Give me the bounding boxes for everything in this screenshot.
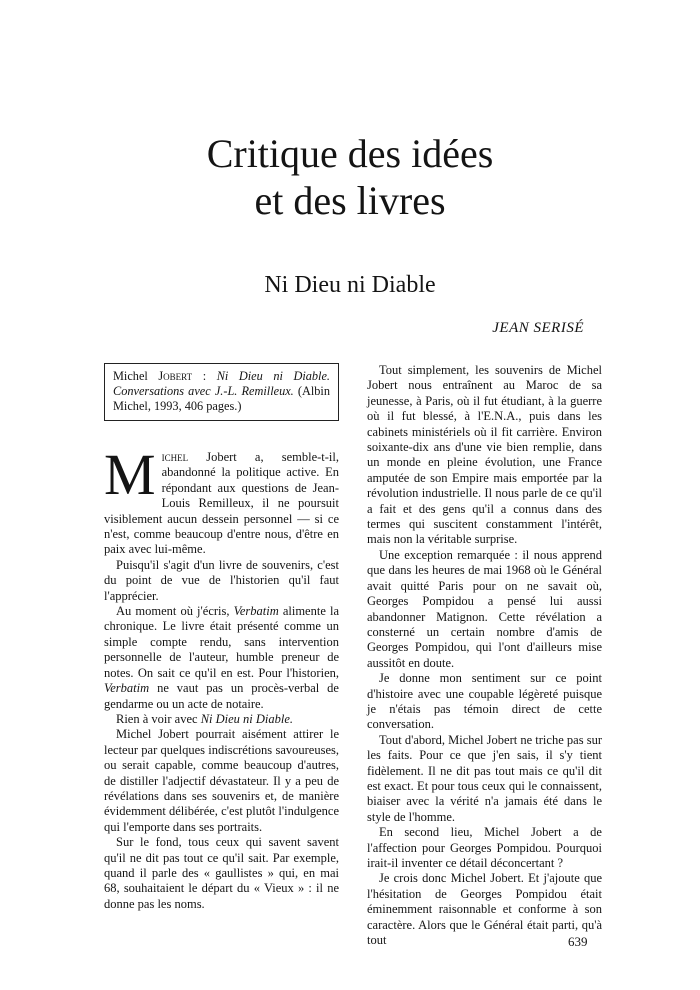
ref-author-last: Jobert	[158, 369, 193, 383]
p3-text-c: ne vaut pas un procès-verbal de gendarme ou un acte de notaire.	[104, 681, 339, 711]
book-reference	[113, 369, 330, 414]
paragraph-7: Tout simplement, les souvenirs de Michel Jobert nous entraînent au Maroc de sa jeunesse, à Paris, où il fut étudiant, à la guerre où il fut blessé, à l'E.N.A., puis dans les cabinets ministériels où il fit carrière. Environ soixante-dix ans d'une vie bien remplie, dans un monde en pleine évolution, une France amputée de son Empire mais emportée par la révolution industrielle. Il nous parle de ce qu'il a fait et des gens qu'il a connus dans des termes qui suscitent constamment l'intérêt, mais non la véritable surprise.	[367, 363, 602, 547]
paragraph-5: Michel Jobert pourrait aisément attirer le lecteur par quelques indiscrétions savoureuses, ou serait capable, comme beaucoup d'autres, de distiller l'adjectif dévastateur. Il y a peu de révélations dans ses souvenirs et, de manière évidemment délibérée, c'est plutôt l'indulgence qui l'emporte dans ses portraits.	[104, 727, 339, 834]
p3-text-a: Au moment où j'écris,	[116, 604, 234, 619]
paragraph-1	[104, 442, 339, 558]
ref-publisher: (Albin Michel, 1993, 406 pages.)	[113, 384, 330, 413]
p4-text: Rien à voir avec	[116, 711, 201, 726]
paragraph-8: Une exception remarquée : il nous apprend que dans les heures de mai 1968 où le Général avait quitté Paris pour on ne savait où, Georges Pompidou a pensé lui aussi abandonner Matignon. Cette révélation a consterné un certain nombre d'amis de Georges Pompidou, qui l'ont d'ailleurs mise aussitôt en doute.	[367, 547, 602, 670]
ref-author-first: Michel	[113, 369, 159, 383]
article-author: JEAN SERISÉ	[492, 320, 584, 336]
section-title	[0, 130, 700, 224]
article-title: Ni Dieu ni Diable	[264, 272, 436, 298]
ref-book-title: Ni Dieu ni Diable. Conversations avec J.-L. Remilleux.	[113, 369, 330, 398]
paragraph-6: Sur le fond, tous ceux qui savent savent qu'il ne dit pas tout ce qu'il sait. Par exemple, quand il parle des « gaullistes » qui, en mai 68, souhaitaient le départ du « Vieux » : il ne donne pas les noms.	[104, 835, 339, 911]
section-title-line1: Critique des idées	[206, 131, 494, 176]
paragraph-1-text: Jobert a, semble-t-il, abandonné la politique active. En répondant aux questions de Jean-Louis Remilleux, il ne poursuit visiblement aucun dessein personnel — si ce n'est, comme beaucoup d'entre nous, d'être en paix avec lui-même.	[104, 450, 339, 557]
paragraph-9: Je donne mon sentiment sur ce point d'histoire avec une coupable légèreté puisque je n'étais pas témoin direct de cette conversation.	[367, 671, 602, 732]
ref-sep: :	[192, 369, 217, 383]
book-reference-box	[104, 363, 339, 421]
first-word-smallcaps: ichel	[161, 450, 189, 464]
paragraph-10: Tout d'abord, Michel Jobert ne triche pas sur les faits. Pour ce que j'en sais, il s'y tient fidèlement. Il ne dit pas tout mais ce qu'il dit est exact. Et pour tous ceux qui le connaissent, biaiser avec la vérité n'a jamais été dans le style de l'homme.	[367, 732, 602, 824]
paragraph-4	[104, 712, 339, 727]
right-column	[367, 363, 602, 948]
paragraph-3	[104, 604, 339, 712]
paragraph-11: En second lieu, Michel Jobert a de l'affection pour Georges Pompidou. Pourquoi irait-il inventer ce détail déconcertant ?	[367, 825, 602, 870]
p4-italic-title: Ni Dieu ni Diable.	[200, 711, 294, 726]
p3-text-b: alimente la chronique. Le livre était présenté comme un simple compte rendu, sans intervention personnelle de l'auteur, humble preneur de notes. On sait ce qu'il en est. Pour l'historien,	[104, 604, 339, 680]
paragraph-2: Puisqu'il s'agit d'un livre de souvenirs, c'est du point de vue de l'historien qu'il faut l'apprécier.	[104, 557, 339, 603]
section-title-line2: et des livres	[254, 178, 446, 223]
drop-cap: M	[104, 442, 156, 507]
paragraph-12: Je crois donc Michel Jobert. Et j'ajoute que l'hésitation de Georges Pompidou était éminemment raisonnable et conforme à son caractère. Alors que le Général était parti, qu'à tout	[367, 871, 602, 948]
left-column	[104, 363, 339, 912]
p3-italic-verbatim: Verbatim	[233, 604, 279, 619]
page-number: 639	[568, 934, 588, 949]
p3-italic-verbatim-2: Verbatim	[104, 681, 150, 696]
